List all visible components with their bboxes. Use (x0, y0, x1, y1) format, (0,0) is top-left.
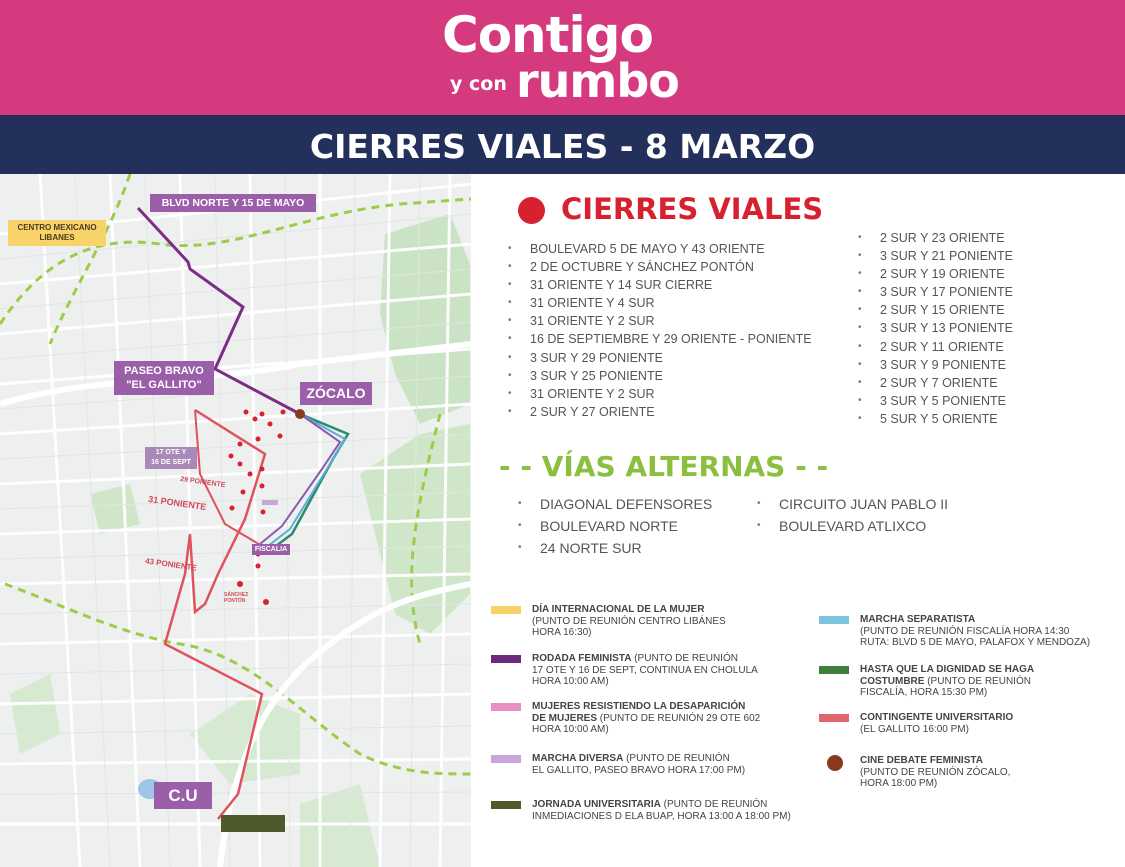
label-blvd-norte: BLVD NORTE Y 15 DE MAYO (150, 194, 316, 212)
label-31-poniente: 31 PONIENTE (147, 493, 207, 513)
legend-name: MARCHA DIVERSA (532, 753, 624, 764)
legend-desc: HORA 10:00 AM) (532, 724, 609, 735)
list-item: • 31 ORIENTE Y 14 SUR CIERRE (508, 276, 812, 294)
legend-desc: FISCALÍA, HORA 15:30 PM) (860, 687, 988, 698)
list-item: • 31 ORIENTE Y 2 SUR (508, 385, 812, 403)
label-paseo-bravo-2: "EL GALLITO" (126, 379, 202, 391)
legend-desc: (PUNTO DE REUNIÓN ZÓCALO, (860, 766, 1011, 778)
legend-desc: EL GALLITO, PASEO BRAVO HORA 17:00 PM) (532, 764, 746, 776)
list-item: • 3 SUR Y 5 PONIENTE (858, 392, 1013, 410)
cierres-title: CIERRES VIALES (561, 192, 824, 226)
label-17-ote-1: 17 OTE Y (155, 449, 187, 456)
legend-swatch (819, 616, 849, 624)
legend-name: MUJERES RESISTIENDO LA DESAPARICIÓN (532, 701, 746, 712)
label-43-poniente: 43 PONIENTE (144, 556, 198, 573)
legend-desc: (PUNTO DE REUNIÓN CENTRO LIBÁNES (532, 615, 726, 627)
list-item: • 24 NORTE SUR (518, 537, 712, 559)
legend-dia-mujer (491, 604, 811, 640)
list-item: • 3 SUR Y 9 PONIENTE (858, 356, 1013, 374)
legend-desc: RUTA: BLVD 5 DE MAYO, PALAFOX Y MENDOZA) (860, 637, 1091, 648)
label-sanchez-1: SÁNCHEZ (224, 592, 249, 598)
legend-desc: (EL GALLITO 16:00 PM) (860, 723, 969, 735)
legend-swatch (491, 606, 521, 614)
logo-line3: rumbo (516, 54, 679, 108)
list-item: • DIAGONAL DEFENSORES (518, 493, 712, 515)
label-sanchez-2: PONTÓN (224, 598, 246, 604)
legend-desc: (PUNTO DE REUNIÓN FISCALÍA HORA 14:30 (860, 625, 1070, 637)
legend-separatista (819, 614, 1119, 650)
legend-desc: (PUNTO DE REUNIÓN (660, 799, 768, 810)
legend-desc: (PUNTO DE REUNIÓN (631, 653, 738, 664)
legend-marcha-diversa (491, 753, 811, 777)
label-17-ote (145, 447, 197, 469)
legend-swatch (491, 655, 521, 663)
brown-dot-icon (827, 755, 843, 771)
legend-cine-debate (819, 755, 1119, 791)
legend-dignidad (819, 664, 1119, 700)
label-paseo-bravo-1: PASEO BRAVO (124, 365, 204, 377)
list-item: • 2 SUR Y 11 ORIENTE (858, 338, 1013, 356)
legend-desc: INMEDIACIONES D ELA BUAP, HORA 13:00 A 18:00 PM) (532, 810, 791, 822)
legend-desc: HORA 18:00 PM) (860, 778, 938, 789)
legend-swatch (491, 801, 521, 809)
label-sanchez-ponton (224, 592, 248, 604)
label-29-poniente: 29 PONIENTE (179, 475, 226, 490)
legend-swatch (819, 714, 849, 722)
alternas-list-left (518, 493, 712, 559)
legend-jornada (491, 799, 821, 823)
legend-name: DÍA INTERNACIONAL DE LA MUJER (532, 604, 705, 615)
red-circle-icon (518, 197, 545, 224)
label-centro-mexicano: CENTRO MEXICANO LIBANES (8, 220, 106, 246)
list-item: • 3 SUR Y 21 PONIENTE (858, 247, 1013, 265)
list-item: • 3 SUR Y 29 PONIENTE (508, 349, 812, 367)
legend-contingente (819, 712, 1119, 736)
list-item: • 31 ORIENTE Y 2 SUR (508, 312, 812, 330)
list-item: • BOULEVARD NORTE (518, 515, 712, 537)
legend-name: RODADA FEMINISTA (532, 653, 632, 664)
list-item: • 2 DE OCTUBRE Y SÁNCHEZ PONTÓN (508, 258, 812, 276)
legend-name: MARCHA SEPARATISTA (860, 614, 976, 625)
list-item: • BOULEVARD 5 DE MAYO Y 43 ORIENTE (508, 240, 812, 258)
legend-swatch (819, 666, 849, 674)
alternas-list-right (757, 493, 948, 537)
legend-name: CONTINGENTE UNIVERSITARIO (860, 712, 1014, 723)
legend-desc: (PUNTO DE REUNIÓN (623, 753, 730, 764)
page-title: CIERRES VIALES - 8 MARZO (309, 127, 816, 166)
logo-line1: Contigo (442, 6, 653, 64)
legend-rodada (491, 653, 811, 689)
alternas-title: - - VÍAS ALTERNAS - - (499, 450, 829, 483)
legend-name-2: COSTUMBRE (860, 675, 925, 687)
list-item: • 16 DE SEPTIEMBRE Y 29 ORIENTE - PONIENTE (508, 330, 812, 348)
list-item: • 3 SUR Y 13 PONIENTE (858, 319, 1013, 337)
list-item: • 2 SUR Y 19 ORIENTE (858, 265, 1013, 283)
list-item: • 2 SUR Y 7 ORIENTE (858, 374, 1013, 392)
legend-name: JORNADA UNIVERSITARIA (532, 799, 661, 810)
list-item: • 3 SUR Y 25 PONIENTE (508, 367, 812, 385)
label-zocalo: ZÓCALO (300, 382, 372, 405)
map-canvas (0, 174, 471, 867)
list-item: • BOULEVARD ATLIXCO (757, 515, 948, 537)
label-17-ote-2: 16 DE SEPT (151, 459, 191, 466)
legend-name-2: DE MUJERES (532, 712, 598, 724)
list-item: • 5 SUR Y 5 ORIENTE (858, 410, 1013, 428)
label-cu: C.U (154, 782, 212, 809)
legend-name: HASTA QUE LA DIGNIDAD SE HAGA (860, 664, 1035, 675)
legend-desc: HORA 10:00 AM) (532, 676, 609, 687)
list-item: • CIRCUITO JUAN PABLO II (757, 493, 948, 515)
list-item: • 31 ORIENTE Y 4 SUR (508, 294, 812, 312)
legend-mujeres-resistiendo (491, 701, 811, 737)
legend-name: CINE DEBATE FEMINISTA (860, 755, 983, 766)
list-item: • 2 SUR Y 23 ORIENTE (858, 229, 1013, 247)
legend-swatch (491, 703, 521, 711)
legend-desc: HORA 16:30) (532, 627, 592, 638)
legend-desc: 17 OTE Y 16 DE SEPT, CONTINUA EN CHOLULA (532, 664, 758, 676)
list-item: • 2 SUR Y 27 ORIENTE (508, 403, 812, 421)
title-bar (0, 115, 1125, 174)
cierres-list-left (508, 240, 812, 421)
legend-desc: (PUNTO DE REUNIÓN (924, 675, 1031, 687)
route-map (0, 174, 471, 867)
legend-desc: (PUNTO DE REUNIÓN 29 OTE 602 (597, 712, 761, 724)
legend-swatch (491, 755, 521, 763)
list-item: • 3 SUR Y 17 PONIENTE (858, 283, 1013, 301)
list-item: • 2 SUR Y 15 ORIENTE (858, 301, 1013, 319)
label-fiscalia: FISCALIA (252, 544, 290, 555)
cierres-list-right (858, 229, 1013, 428)
logo-line2: y con (450, 73, 507, 95)
header-banner (0, 0, 1125, 115)
info-panel (471, 174, 1125, 867)
logo (0, 0, 1125, 115)
label-paseo-bravo (114, 361, 214, 395)
